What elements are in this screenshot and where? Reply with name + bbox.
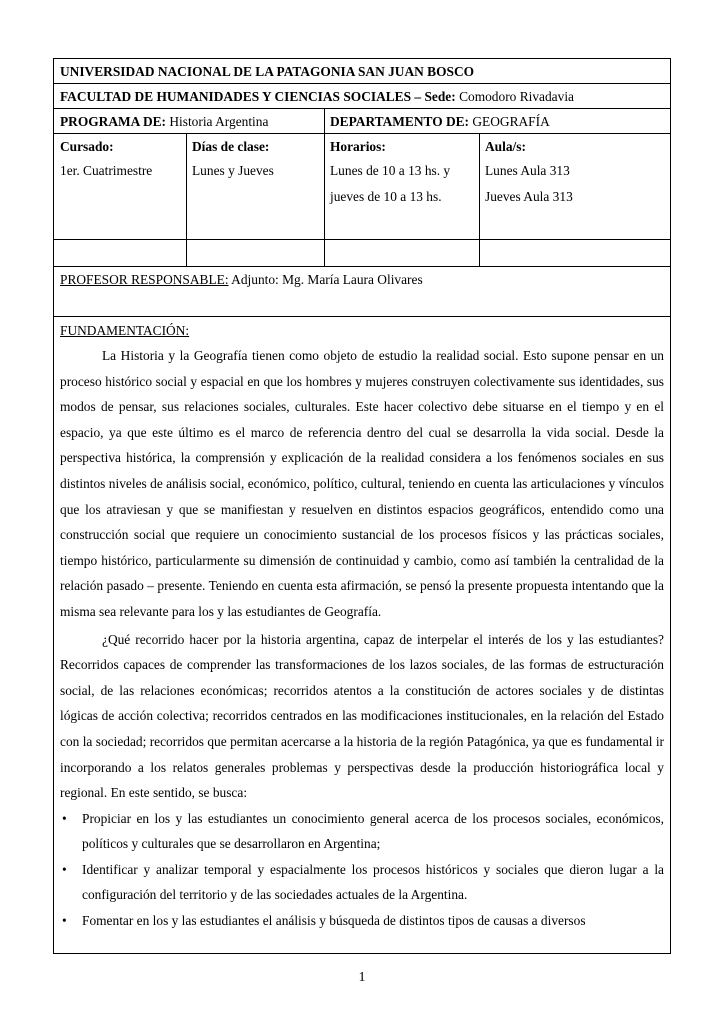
profesor-row bbox=[54, 267, 670, 317]
horarios-line-2: jueves de 10 a 13 hs. bbox=[330, 189, 442, 204]
list-item: • Identificar y analizar temporal y espacialmente los procesos históricos y sociales que dieron lugar a la configuración del territorio y de las sociedades actuales de la Argentina. bbox=[60, 857, 664, 908]
program-row bbox=[54, 109, 670, 134]
bullet-icon: • bbox=[62, 861, 67, 877]
bullet-icon: • bbox=[62, 913, 67, 929]
page-number: 1 bbox=[358, 970, 366, 985]
faculty-row bbox=[54, 84, 670, 109]
empty-schedule-row bbox=[54, 240, 670, 267]
aula-line-2: Jueves Aula 313 bbox=[485, 189, 573, 204]
faculty-name: FACULTAD DE HUMANIDADES Y CIENCIAS SOCIALES – Sede: bbox=[60, 89, 456, 104]
program-document bbox=[53, 58, 671, 954]
sede-value: Comodoro Rivadavia bbox=[459, 89, 574, 104]
horarios-line-1: Lunes de 10 a 13 hs. y bbox=[330, 163, 451, 178]
university-name: UNIVERSIDAD NACIONAL DE LA PATAGONIA SAN JUAN BOSCO bbox=[60, 64, 475, 79]
profesor-label: PROFESOR RESPONSABLE: bbox=[60, 272, 229, 287]
aula-line-1: Lunes Aula 313 bbox=[485, 163, 570, 178]
university-row bbox=[54, 59, 670, 84]
cursado-label: Cursado: bbox=[60, 139, 114, 154]
horarios-label: Horarios: bbox=[330, 139, 386, 154]
fundamentacion-paragraph-2: ¿Qué recorrido hacer por la historia argentina, capaz de interpelar el interés de los y las estudiantes? Recorridos capaces de comprender las transformaciones de los lazos sociales, de las formas de estructuración social, de las relaciones económicas; recorridos atentos a la constitución de actores sociales y de distintas lógicas de acción colectiva; recorridos centrados en las modificaciones institucionales, en la relación del Estado con la sociedad; recorridos que permitan acercarse a la historia de la región Patagónica, ya que es fundamental ir incorporando a los relatos generales problemas y perspectivas desde la producción historiográfica local y regional. En este sentido, se busca: bbox=[60, 631, 664, 801]
dias-label: Días de clase: bbox=[192, 139, 270, 154]
schedule-row bbox=[54, 134, 670, 240]
fundamentacion-paragraph-1: La Historia y la Geografía tienen como objeto de estudio la realidad social. Esto supone pensar en un proceso histórico social y espacial en que los hombres y mujeres construyen colectivamente sus identidades, sus modos de pensar, sus relaciones sociales, culturales. Este hacer colectivo debe situarse en el tiempo y en el espacio, ya que este último es el marco de referencia dentro del cual se desarrolla la vida social. Desde la perspectiva histórica, la comprensión y explicación de la realidad considera a los fenómenos sociales en sus distintos niveles de análisis social, económico, político, cultural, teniendo en cuenta las articulaciones y vínculos que los atraviesan y que se manifiestan y resuelven en distintos espacios geográficos, entendido como una construcción social que requiere un conocimiento sustancial de los procesos físicos y las prácticas sociales, tiempo histórico, particularmente su dimensión de continuidad y cambio, como así también la centralidad de la relación pasado – presente. Teniendo en cuenta esta afirmación, se pensó la presente propuesta intentando que la misma sea relevante para los y las estudiantes de Geografía. bbox=[60, 348, 664, 619]
list-item: • Fomentar en los y las estudiantes el análisis y búsqueda de distintos tipos de causas a diversos bbox=[60, 908, 664, 934]
list-item: • Propiciar en los y las estudiantes un conocimiento general acerca de los procesos sociales, económicos, políticos y culturales que se desarrollaron en Argentina; bbox=[60, 806, 664, 857]
departamento-label: DEPARTAMENTO DE: bbox=[330, 114, 470, 129]
dias-value: Lunes y Jueves bbox=[192, 163, 274, 178]
fundamentacion-title: FUNDAMENTACIÓN: bbox=[60, 323, 190, 338]
cursado-value: 1er. Cuatrimestre bbox=[60, 163, 153, 178]
aulas-label: Aula/s: bbox=[485, 139, 526, 154]
objectives-list bbox=[60, 806, 664, 934]
profesor-value: Adjunto: Mg. María Laura Olivares bbox=[231, 272, 423, 287]
programa-value: Historia Argentina bbox=[169, 114, 269, 129]
fundamentacion-section bbox=[54, 317, 670, 953]
bullet-icon: • bbox=[62, 810, 67, 826]
departamento-value: GEOGRAFÍA bbox=[472, 114, 550, 129]
programa-label: PROGRAMA DE: bbox=[60, 114, 166, 129]
